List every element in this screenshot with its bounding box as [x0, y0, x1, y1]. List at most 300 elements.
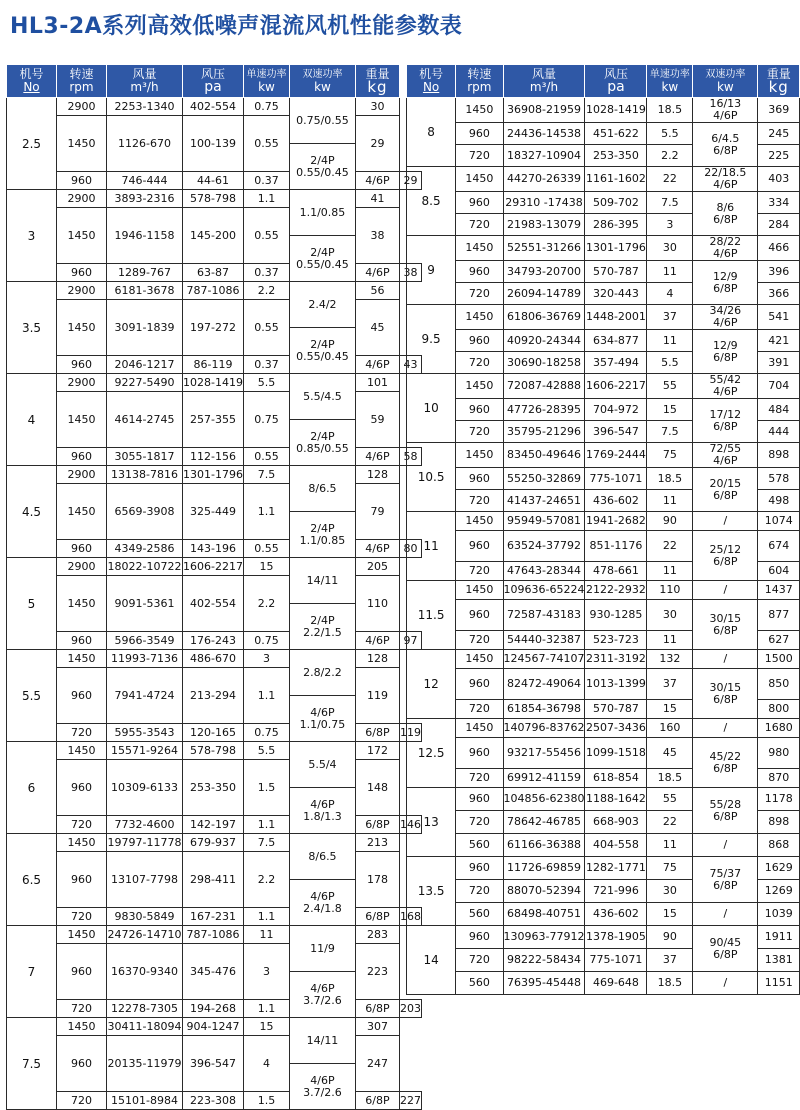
- weight-cell: 444: [758, 421, 800, 443]
- single-power-cell: 75: [647, 857, 693, 880]
- model-cell: 7: [7, 926, 57, 1018]
- dual-power-cell: [289, 696, 355, 742]
- table-row: [7, 1092, 422, 1110]
- dual-power-value: 1.8/1.3: [303, 809, 342, 823]
- table-row: [407, 330, 800, 352]
- weight-cell: 227: [399, 1092, 421, 1110]
- flow-cell: 1289-767: [107, 264, 183, 282]
- weight-cell: 604: [758, 562, 800, 581]
- single-power-cell: 0.55: [243, 448, 289, 466]
- flow-cell: 72587-43183: [503, 600, 585, 631]
- pressure-cell: 194-268: [183, 1000, 244, 1018]
- rpm-cell: 1450: [57, 116, 107, 172]
- pressure-cell: 44-61: [183, 172, 244, 190]
- dual-power-cell: [693, 305, 758, 330]
- weight-cell: 56: [355, 282, 399, 300]
- dual-power-value: 17/12: [709, 407, 742, 421]
- weight-cell: 205: [355, 558, 399, 576]
- single-power-cell: 0.55: [243, 540, 289, 558]
- weight-cell: 203: [399, 1000, 421, 1018]
- flow-cell: 95949-57081: [503, 512, 585, 531]
- pressure-cell: 721-996: [585, 880, 647, 903]
- pressure-cell: 904-1247: [183, 1018, 244, 1036]
- header-speed-unit: rpm: [467, 80, 492, 94]
- flow-cell: 34793-20700: [503, 261, 585, 283]
- dual-power-value: 12/9: [712, 338, 738, 352]
- rpm-cell: 1450: [456, 374, 503, 399]
- single-power-cell: 5.5: [243, 374, 289, 392]
- table-row: [407, 600, 800, 631]
- single-power-cell: 7.5: [647, 421, 693, 443]
- single-power-cell: 55: [647, 374, 693, 399]
- single-power-cell: 37: [647, 949, 693, 972]
- dual-power-cell: [693, 261, 758, 305]
- pressure-cell: 213-294: [183, 668, 244, 724]
- model-cell: 6.5: [7, 834, 57, 926]
- table-row: [7, 724, 422, 742]
- weight-cell: 38: [355, 208, 399, 264]
- rpm-cell: 1450: [57, 650, 107, 668]
- table-row: [7, 172, 422, 190]
- weight-cell: 541: [758, 305, 800, 330]
- single-power-cell: 5.5: [647, 352, 693, 374]
- pressure-cell: 704-972: [585, 399, 647, 421]
- header-model: [407, 65, 456, 98]
- single-power-cell: 3: [243, 944, 289, 1000]
- pressure-cell: 402-554: [183, 576, 244, 632]
- table-row: [407, 443, 800, 468]
- header-speed: [456, 65, 503, 98]
- pressure-cell: 298-411: [183, 852, 244, 908]
- weight-cell: 29: [355, 116, 399, 172]
- weight-cell: 119: [355, 668, 399, 724]
- model-cell: 6: [7, 742, 57, 834]
- table-row: [7, 816, 422, 834]
- header-flow-unit: m³/h: [529, 80, 559, 94]
- weight-cell: 172: [355, 742, 399, 760]
- pressure-cell: 1769-2444: [585, 443, 647, 468]
- dual-power-cell: [693, 669, 758, 719]
- flow-cell: 47643-28344: [503, 562, 585, 581]
- table-row: [7, 356, 422, 374]
- model-cell: 12: [407, 650, 456, 719]
- table-row: [407, 857, 800, 880]
- table-row: [407, 738, 800, 769]
- table-row: [7, 1018, 422, 1036]
- dual-power-cell: [289, 558, 355, 604]
- dual-poles-value: 6/8P: [713, 947, 738, 961]
- pressure-cell: 396-547: [183, 1036, 244, 1092]
- weight-cell: 674: [758, 531, 800, 562]
- single-power-cell: 4: [647, 283, 693, 305]
- weight-cell: 870: [758, 769, 800, 788]
- dual-power-value: 11/9: [310, 941, 335, 955]
- model-cell: 14: [407, 926, 456, 995]
- rpm-cell: 960: [456, 399, 503, 421]
- dual-power-cell: [289, 650, 355, 696]
- table-row: [407, 98, 800, 123]
- header-speed: [57, 65, 107, 98]
- single-power-cell: 5.5: [647, 123, 693, 145]
- header-model-unit: No: [23, 80, 40, 94]
- header-speed-unit: rpm: [69, 80, 94, 94]
- header-weight-unit: kg: [768, 78, 789, 96]
- dual-poles-value: 4/6P: [355, 540, 399, 558]
- table-row: [7, 834, 422, 852]
- flow-cell: 61854-36798: [503, 700, 585, 719]
- dual-poles-value: 2/4P: [310, 521, 335, 535]
- table-row: [407, 192, 800, 214]
- model-cell: 5.5: [7, 650, 57, 742]
- pressure-cell: 930-1285: [585, 600, 647, 631]
- dual-poles-value: 6/8P: [355, 1000, 399, 1018]
- flow-cell: 104856-62380: [503, 788, 585, 811]
- flow-cell: 26094-14789: [503, 283, 585, 305]
- dual-power-cell: [693, 236, 758, 261]
- single-power-cell: 11: [647, 330, 693, 352]
- flow-cell: 36908-21959: [503, 98, 585, 123]
- weight-cell: 307: [355, 1018, 399, 1036]
- flow-cell: 98222-58434: [503, 949, 585, 972]
- flow-cell: 6569-3908: [107, 484, 183, 540]
- weight-cell: 704: [758, 374, 800, 399]
- pressure-cell: 1448-2001: [585, 305, 647, 330]
- dual-poles-value: 2/4P: [310, 245, 335, 259]
- dual-power-value: 25/12: [709, 542, 742, 556]
- dual-poles-value: 2/4P: [310, 613, 335, 627]
- header-dual-power-cn: 双速功率: [302, 69, 343, 80]
- weight-cell: 578: [758, 468, 800, 490]
- single-power-cell: 2.2: [243, 576, 289, 632]
- flow-cell: 11726-69859: [503, 857, 585, 880]
- rpm-cell: 720: [456, 352, 503, 374]
- header-model-unit: No: [422, 80, 440, 94]
- dual-power-cell: [289, 880, 355, 926]
- flow-cell: 3055-1817: [107, 448, 183, 466]
- weight-cell: 877: [758, 600, 800, 631]
- pressure-cell: 197-272: [183, 300, 244, 356]
- dual-power-cell: [289, 144, 355, 190]
- header-weight-cn: 重量: [365, 67, 390, 81]
- rpm-cell: 960: [456, 468, 503, 490]
- dual-poles-value: 6/8P: [713, 488, 738, 502]
- header-single-power: [647, 65, 693, 98]
- flow-cell: 44270-26339: [503, 167, 585, 192]
- weight-cell: 466: [758, 236, 800, 261]
- rpm-cell: 720: [57, 724, 107, 742]
- flow-cell: 13107-7798: [107, 852, 183, 908]
- weight-cell: 80: [399, 540, 421, 558]
- rpm-cell: 1450: [456, 236, 503, 261]
- header-dual-power-unit: kw: [716, 80, 734, 94]
- dual-poles-value: 6/8P: [713, 212, 738, 226]
- table-row: [407, 261, 800, 283]
- rpm-cell: 2900: [57, 466, 107, 484]
- weight-cell: 1911: [758, 926, 800, 949]
- pressure-cell: 668-903: [585, 811, 647, 834]
- flow-cell: 29310 -17438: [503, 192, 585, 214]
- table-row: [407, 305, 800, 330]
- weight-cell: 396: [758, 261, 800, 283]
- pressure-cell: 1282-1771: [585, 857, 647, 880]
- weight-cell: 1178: [758, 788, 800, 811]
- dual-poles-value: 4/6P: [355, 356, 399, 374]
- table-row: [407, 972, 800, 995]
- header-flow: [503, 65, 585, 98]
- dual-power-none: /: [693, 650, 758, 669]
- dual-poles-value: 2/4P: [310, 337, 335, 351]
- flow-cell: 2046-1217: [107, 356, 183, 374]
- single-power-cell: 11: [647, 631, 693, 650]
- single-power-cell: 1.1: [243, 816, 289, 834]
- flow-cell: 72087-42888: [503, 374, 585, 399]
- dual-power-value: 8/6.5: [308, 849, 337, 863]
- pressure-cell: 345-476: [183, 944, 244, 1000]
- rpm-cell: 2900: [57, 374, 107, 392]
- weight-cell: 1381: [758, 949, 800, 972]
- header-model-cn: 机号: [419, 67, 444, 81]
- pressure-cell: 257-355: [183, 392, 244, 448]
- header-weight: [355, 65, 399, 98]
- single-power-cell: 11: [647, 834, 693, 857]
- pressure-cell: 469-648: [585, 972, 647, 995]
- rpm-cell: 960: [57, 356, 107, 374]
- dual-power-value: 3.7/2.6: [303, 993, 342, 1007]
- single-power-cell: 15: [647, 700, 693, 719]
- header-speed-cn: 转速: [69, 67, 94, 81]
- rpm-cell: 1450: [456, 581, 503, 600]
- rpm-cell: 960: [57, 944, 107, 1000]
- header-flow-cn: 风量: [132, 67, 157, 81]
- weight-cell: 484: [758, 399, 800, 421]
- header-dual-power: [693, 65, 758, 98]
- flow-cell: 24436-14538: [503, 123, 585, 145]
- dual-power-cell: [693, 600, 758, 650]
- weight-cell: 29: [399, 172, 421, 190]
- weight-cell: 245: [758, 123, 800, 145]
- single-power-cell: 0.55: [243, 208, 289, 264]
- pressure-cell: 223-308: [183, 1092, 244, 1110]
- single-power-cell: 22: [647, 531, 693, 562]
- rpm-cell: 960: [456, 669, 503, 700]
- dual-power-cell: [289, 512, 355, 558]
- table-row: [407, 531, 800, 562]
- weight-cell: 213: [355, 834, 399, 852]
- dual-poles-value: 4/6P: [355, 448, 399, 466]
- dual-poles-value: 2/4P: [310, 153, 335, 167]
- dual-power-value: 0.75/0.55: [296, 113, 349, 127]
- table-row: [407, 167, 800, 192]
- pressure-cell: 286-395: [585, 214, 647, 236]
- header-single-power-cn: 单速功率: [649, 69, 690, 80]
- weight-cell: 1039: [758, 903, 800, 926]
- weight-cell: 97: [399, 632, 421, 650]
- rpm-cell: 1450: [456, 443, 503, 468]
- rpm-cell: 2900: [57, 558, 107, 576]
- weight-cell: 225: [758, 145, 800, 167]
- single-power-cell: 0.37: [243, 356, 289, 374]
- dual-power-cell: [289, 98, 355, 144]
- single-power-cell: 7.5: [243, 466, 289, 484]
- dual-power-value: 55/42: [709, 373, 742, 386]
- rpm-cell: 960: [57, 172, 107, 190]
- flow-cell: 12278-7305: [107, 1000, 183, 1018]
- dual-poles-value: 6/8P: [713, 143, 738, 157]
- rpm-cell: 960: [57, 1036, 107, 1092]
- flow-cell: 109636-65224: [503, 581, 585, 600]
- single-power-cell: 22: [647, 167, 693, 192]
- single-power-cell: 30: [647, 236, 693, 261]
- pressure-cell: 436-602: [585, 903, 647, 926]
- pressure-cell: 253-350: [585, 145, 647, 167]
- header-speed-cn: 转速: [467, 67, 492, 81]
- header-pressure: [585, 65, 647, 98]
- weight-cell: 247: [355, 1036, 399, 1092]
- table-row: [407, 719, 800, 738]
- rpm-cell: 720: [456, 769, 503, 788]
- weight-cell: 1500: [758, 650, 800, 669]
- rpm-cell: 1450: [456, 719, 503, 738]
- pressure-cell: 320-443: [585, 283, 647, 305]
- dual-poles-value: 2/4P: [310, 429, 335, 443]
- pressure-cell: 436-602: [585, 490, 647, 512]
- model-cell: 3: [7, 190, 57, 282]
- pressure-cell: 2122-2932: [585, 581, 647, 600]
- dual-power-none: /: [693, 972, 758, 995]
- rpm-cell: 960: [456, 123, 503, 145]
- header-flow-unit: m³/h: [130, 80, 159, 94]
- weight-cell: 1269: [758, 880, 800, 903]
- flow-cell: 5955-3543: [107, 724, 183, 742]
- pressure-cell: 1188-1642: [585, 788, 647, 811]
- dual-power-value: 30/15: [709, 680, 742, 694]
- weight-cell: 369: [758, 98, 800, 123]
- dual-power-value: 6/4.5: [711, 131, 740, 145]
- single-power-cell: 1.1: [243, 484, 289, 540]
- dual-power-cell: [693, 374, 758, 399]
- dual-power-value: 55/28: [709, 797, 742, 811]
- dual-power-cell: [693, 788, 758, 834]
- dual-power-none: /: [693, 903, 758, 926]
- flow-cell: 78642-46785: [503, 811, 585, 834]
- pressure-cell: 1941-2682: [585, 512, 647, 531]
- pressure-cell: 570-787: [585, 261, 647, 283]
- weight-cell: 223: [355, 944, 399, 1000]
- table-row: [7, 650, 422, 668]
- weight-cell: 284: [758, 214, 800, 236]
- table-header-row: [407, 65, 800, 98]
- flow-cell: 5966-3549: [107, 632, 183, 650]
- pressure-cell: 1378-1905: [585, 926, 647, 949]
- table-row: [407, 512, 800, 531]
- header-dual-power-unit: kw: [314, 80, 331, 94]
- table-row: [7, 852, 422, 880]
- single-power-cell: 15: [243, 558, 289, 576]
- dual-power-cell: [289, 742, 355, 788]
- dual-poles-value: 4/6P: [713, 316, 738, 329]
- single-power-cell: 0.75: [243, 724, 289, 742]
- pressure-cell: 679-937: [183, 834, 244, 852]
- pressure-cell: 775-1071: [585, 468, 647, 490]
- model-cell: 8.5: [407, 167, 456, 236]
- flow-cell: 19797-11778: [107, 834, 183, 852]
- weight-cell: 421: [758, 330, 800, 352]
- pressure-cell: 402-554: [183, 98, 244, 116]
- dual-power-cell: [693, 330, 758, 374]
- flow-cell: 82472-49064: [503, 669, 585, 700]
- table-row: [407, 926, 800, 949]
- pressure-cell: 578-798: [183, 190, 244, 208]
- weight-cell: 366: [758, 283, 800, 305]
- flow-cell: 18327-10904: [503, 145, 585, 167]
- spec-table-right: [406, 64, 800, 995]
- dual-power-value: 34/26: [709, 304, 742, 317]
- flow-cell: 21983-13079: [503, 214, 585, 236]
- dual-poles-value: 4/6P: [713, 454, 738, 467]
- page-title: HL3-2A系列高效低噪声混流风机性能参数表: [10, 14, 463, 39]
- pressure-cell: 1606-2217: [585, 374, 647, 399]
- single-power-cell: 1.1: [243, 668, 289, 724]
- dual-poles-value: 6/8P: [713, 878, 738, 892]
- pressure-cell: 1161-1602: [585, 167, 647, 192]
- dual-power-cell: [693, 192, 758, 236]
- table-row: [407, 374, 800, 399]
- pressure-cell: 86-119: [183, 356, 244, 374]
- pressure-cell: 787-1086: [183, 926, 244, 944]
- table-row: [7, 1036, 422, 1064]
- single-power-cell: 15: [243, 1018, 289, 1036]
- model-cell: 3.5: [7, 282, 57, 374]
- weight-cell: 627: [758, 631, 800, 650]
- dual-power-value: 8/6.5: [308, 481, 337, 495]
- table-row: [407, 650, 800, 669]
- flow-cell: 24726-14710: [107, 926, 183, 944]
- rpm-cell: 960: [456, 261, 503, 283]
- model-cell: 4.5: [7, 466, 57, 558]
- dual-power-cell: [693, 167, 758, 192]
- rpm-cell: 720: [456, 811, 503, 834]
- flow-cell: 16370-9340: [107, 944, 183, 1000]
- model-cell: 11.5: [407, 581, 456, 650]
- pressure-cell: 851-1176: [585, 531, 647, 562]
- dual-power-cell: [693, 857, 758, 903]
- dual-power-cell: [289, 236, 355, 282]
- table-row: [7, 944, 422, 972]
- dual-power-value: 14/11: [306, 573, 339, 587]
- dual-power-value: 2.8/2.2: [303, 665, 342, 679]
- flow-cell: 10309-6133: [107, 760, 183, 816]
- table-row: [7, 926, 422, 944]
- flow-cell: 63524-37792: [503, 531, 585, 562]
- table-row: [407, 903, 800, 926]
- single-power-cell: 7.5: [647, 192, 693, 214]
- dual-power-value: 22/18.5: [704, 166, 747, 179]
- dual-poles-value: 6/8P: [355, 908, 399, 926]
- weight-cell: 391: [758, 352, 800, 374]
- single-power-cell: 11: [647, 261, 693, 283]
- flow-cell: 1946-1158: [107, 208, 183, 264]
- rpm-cell: 1450: [57, 834, 107, 852]
- weight-cell: 498: [758, 490, 800, 512]
- weight-cell: 898: [758, 443, 800, 468]
- single-power-cell: 0.75: [243, 632, 289, 650]
- header-single-power-unit: kw: [661, 80, 679, 94]
- dual-power-value: 1.1/0.75: [299, 717, 346, 731]
- flow-cell: 746-444: [107, 172, 183, 190]
- weight-cell: 1629: [758, 857, 800, 880]
- table-row: [7, 742, 422, 760]
- pressure-cell: 145-200: [183, 208, 244, 264]
